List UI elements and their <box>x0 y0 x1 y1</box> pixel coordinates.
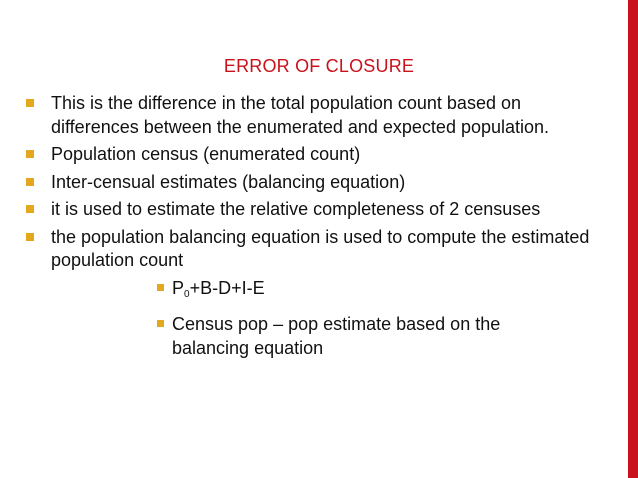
square-bullet-icon <box>26 99 34 107</box>
square-bullet-icon <box>157 320 164 327</box>
slide-title: ERROR OF CLOSURE <box>223 56 415 76</box>
bullet-text: the population balancing equation is used to compute the estimated population count <box>51 226 590 270</box>
sub-bullet-list <box>0 277 610 361</box>
bullet-text: Inter-censual estimates (balancing equation) <box>51 171 406 192</box>
bullet-text: it is used to estimate the relative completeness of 2 censuses <box>51 199 541 219</box>
sub-bullet-group <box>0 277 610 361</box>
sub-bullet-item <box>0 313 572 360</box>
bullet-item <box>0 198 610 222</box>
census-note-text: Census pop – pop estimate based on the balancing equation <box>172 314 501 358</box>
sub-bullet-item <box>0 277 572 307</box>
bullet-text: This is the difference in the total population count based on differences between the enumerated and expected population. <box>51 93 550 137</box>
bullet-item <box>0 92 610 139</box>
bullet-list <box>0 92 610 367</box>
formula-text <box>172 278 265 298</box>
square-bullet-icon <box>26 233 34 241</box>
formula-rest: +B-D+I-E <box>189 277 265 298</box>
formula-prefix: P <box>172 277 185 298</box>
bullet-item <box>0 171 610 195</box>
square-bullet-icon <box>26 205 34 213</box>
bullet-item <box>0 143 610 167</box>
bullet-text: Population census (enumerated count) <box>51 144 361 164</box>
square-bullet-icon <box>157 284 164 291</box>
square-bullet-icon <box>26 178 34 186</box>
square-bullet-icon <box>26 150 34 158</box>
formula-subscript: 0 <box>184 288 190 300</box>
bullet-item <box>0 226 610 273</box>
